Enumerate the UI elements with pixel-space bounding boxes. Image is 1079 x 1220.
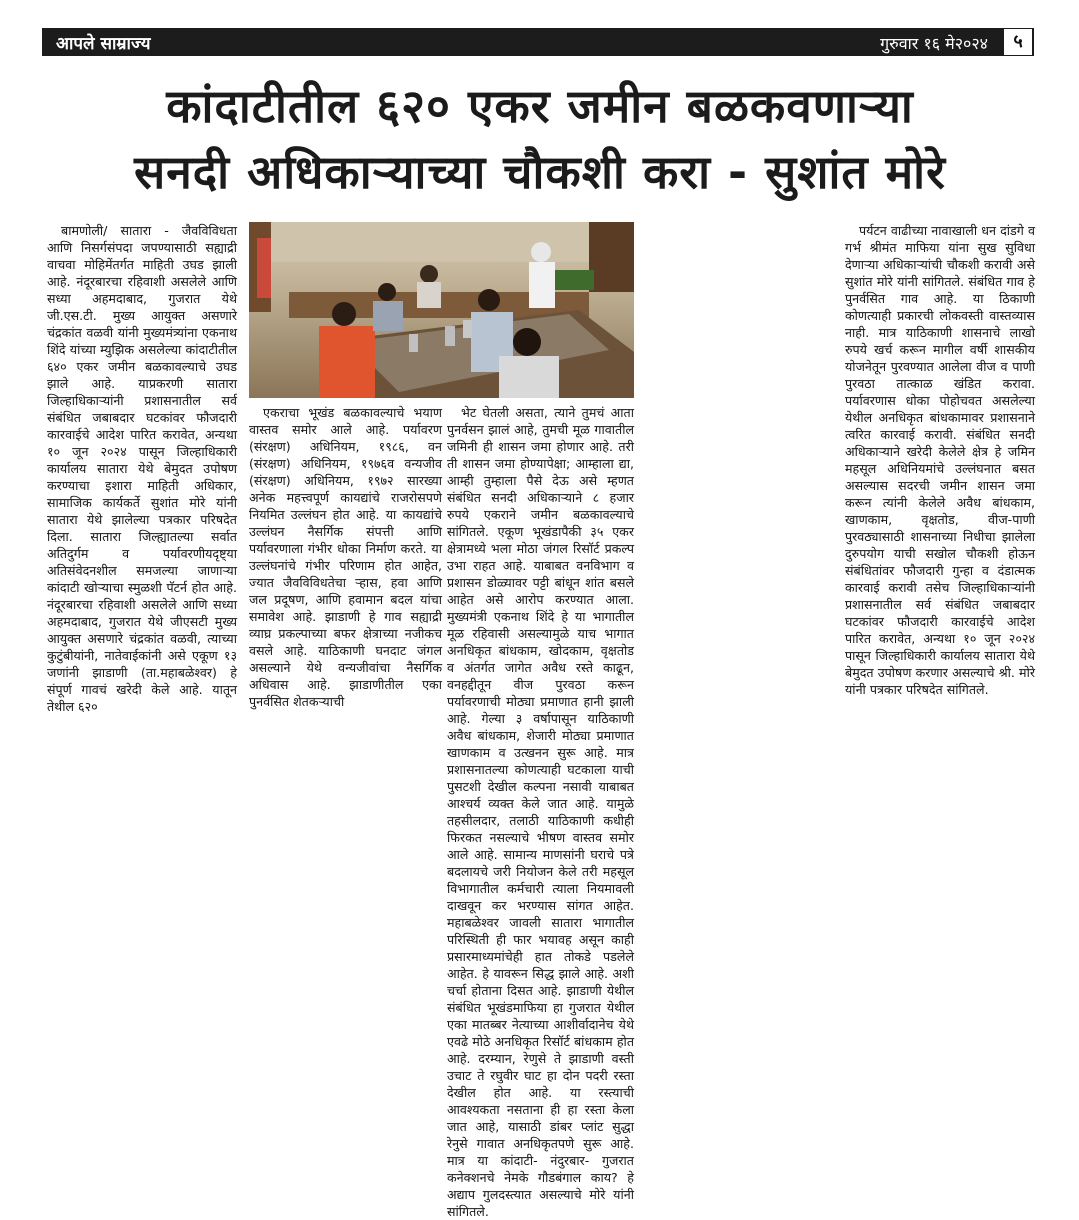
issue-date: गुरुवार १६ मे२०२४ (880, 34, 988, 53)
press-conference-photo (249, 222, 634, 398)
article-text-col3: भेट घेतली असता, त्याने तुमचं आता पुनर्वसन झालं आहे, तुमची मूळ गावातील जमिनी ही शासन जमा होणार आहे. तरी ती शासन जमा होण्यापेक्षा; आम्हाला द्या, आम्ही तुम्हाला पैसे देऊ असे म्हणत संबंधित सनदी अधिकाऱ्याने ८ हजार रुपये एकराने जमीन बळकावल्याचे सांगितले. एकूण भूखंडापैकी ३५ एकर क्षेत्रामध्ये भला मोठा जंगल रिसॉर्ट प्रकल्प उभा राहत आहे. याबाबत वनविभाग व प्रशासन डोळ्यावर पट्टी बांधून शांत बसले आहेत असे आरोप करण्यात आला. मुख्यमंत्री एकनाथ शिंदे हे या भागातील मूळ रहिवासी असल्यामुळे याच भागात अनधिकृत बांधकाम, खोदकाम, वृक्षतोड व अंतर्गत जागेत अवैध रस्ते काढून, वनहद्दीतून वीज पुरवठा करून पर्यावरणाची मोठ्या प्रमाणात हानी झाली आहे. गेल्या ३ वर्षापासून याठिकाणी अवैध बांधकाम, शेजारी मोठ्या प्रमाणात खाणकाम व उत्खनन सुरू आहे. मात्र प्रशासनातल्या कोणत्याही घटकाला याची पुसटशी देखील कल्पना नसावी याबाबत आश्चर्य व्यक्त केले जात आहे. यामुळे तहसीलदार, तलाठी याठिकाणी कधीही फिरकत नसल्याचे भीषण वास्तव समोर आले आहे. सामान्य माणसांनी घराचे पत्रे बदलायचे जरी नियोजन केले तरी महसूल विभागातील कर्मचारी त्याला नियमावली दाखवून कर भरण्यास सांगत आहेत. महाबळेश्वर जावली सातारा भागातील परिस्थिती ही फार भयावह असून काही प्रसारमाध्यमांचेही हात तोकडे पडलेले आहेत. हे यावरून सिद्ध झाले आहे. अशी चर्चा होताना दिसत आहे. झाडाणी येथील संबंधित भूखंडमाफिया हा गुजरात येथील एका मातब्बर नेत्याच्या आशीर्वादानेच येथे एवढे मोठे अनधिकृत रिसॉर्ट बांधकाम होत आहे. दरम्यान, रेणुसे ते झाडाणी वस्ती उचाट ते रघुवीर घाट हा दोन पदरी रस्ता देखील होत आहे. या रस्त्याची आवश्यकता नसताना ही हा रस्ता केला जात आहे, यासाठी डांबर प्लांट सुद्धा रेनुसे गावात अनधिकृतपणे सुरू आहे. मात्र या कांदाटी- नंदुरबार- गुजरात कनेक्शनचे नेमके गौडबंगाल काय? हे अद्याप गुलदस्त्यात असल्याचे मोरे यांनी सांगितले. (447, 405, 634, 1219)
article-column-1 (47, 222, 237, 740)
article-column-4 (845, 222, 1035, 740)
headline-line-2: सनदी अधिकाऱ्याच्या चौकशी करा - सुशांत मोरे (134, 145, 946, 199)
section-name: आपले साम्राज्य (56, 34, 151, 54)
headline-line-1: कांदाटीतील ६२० एकर जमीन बळकवणाऱ्या (166, 79, 914, 133)
article-text-col4: पर्यटन वाढीच्या नावाखाली धन दांडगे व गर्भ श्रीमंत माफिया यांना सुख सुविधा देणाऱ्या अधिकाऱ्यांची चौकशी करावी असे सुशांत मोरे यांनी सांगितले. संबंधित गाव हे पुनर्वसित गाव आहे. या ठिकाणी कोणत्याही प्रकारची लोकवस्ती वास्तव्यास नाही. मात्र याठिकाणी शासनाचे लाखो रुपये खर्च करून मागील वर्षी शासकीय योजनेतून पुरवण्यात आलेला वीज व पाणी पुरवठा तात्काळ खंडित करावा. पर्यावरणास धोका पोहोचवत असलेल्या येथील अनधिकृत बांधकामावर प्रशासनाने त्वरित कारवाई करावी. संबंधित सनदी अधिकाऱ्याने खरेदी केलेले क्षेत्र हे जमिन महसूल अधिनियमांचे उल्लंघनात बसत असल्यास सदरची जमीन शासन जमा करून त्यांनी केलेले अवैध बांधकाम, खाणकाम, वृक्षतोड, वीज-पाणी पुरवठ्यासाठी शासनाच्या निधीचा झालेला दुरुपयोग याची सखोल चौकशी होऊन संबंधितांवर फौजदारी गुन्हा व दंडात्मक कारवाई करावी तसेच जिल्हाधिकाऱ्यांनी प्रशासनातील सर्व संबंधित जबाबदार घटकांवर फौजदारी कारवाईचे आदेश पारित करावेत, अन्यथा १० जून २०२४ पासून जिल्हाधिकारी कार्यालय सातारा येथे बेमुदत उपोषण करणार असल्याचे श्री. मोरे यांनी पत्रकार परिषदेत सांगितले. (845, 223, 1035, 697)
page-header-bar (42, 28, 1034, 56)
photo-illustration (249, 222, 634, 398)
article-column-3 (447, 404, 634, 1219)
article-column-2 (249, 404, 442, 740)
page-number: ५ (1004, 29, 1032, 55)
article-column-3-continued (646, 222, 834, 740)
article-text-col1: बामणोली/ सातारा - जैवविविधता आणि निसर्गसंपदा जपण्यासाठी सह्याद्री वाचवा मोहिमेंतर्गत माहिती उघड झाली आहे. नंदूरबारचा रहिवाशी असलेले आणि सध्या अहमदाबाद, गुजरात येथे जी.एस.टी. मुख्य आयुक्त असणारे चंद्रकांत वळवी यांनी मुख्यमंत्र्यांना एकनाथ शिंदे यांच्या म्युझिक असलेल्या कांदाटीतील ६४० एकर जमीन बळकावल्याचे उघड झाले आहे. याप्रकरणी सातारा जिल्हाधिकाऱ्यांनी प्रशासनातील सर्व संबंधित जबाबदार घटकांवर फौजदारी कारवाईचे आदेश पारित करावेत, अन्यथा १० जून २०२४ पासून जिल्हाधिकारी कार्यालय सातारा येथे बेमुदत उपोषण करण्याचा इशारा माहिती अधिकार, सामाजिक कार्यकर्ते सुशांत मोरे यांनी सातारा येथे झालेल्या पत्रकार परिषदेत दिला. सातारा जिल्ह्यातल्या सर्वात अतिदुर्गम व पर्यावरणीयदृष्ट्या अतिसंवेदनशील समजल्या जाणाऱ्या कांदाटी खोऱ्याचा स्मुळशी पॅटर्न होत आहे. नंदूरबारचा रहिवाशी असलेले आणि सध्या अहमदाबाद, गुजरात येथे जीएसटी मुख्य आयुक्त असणारे चंद्रकांत वळवी, त्याच्या कुटुंबीयांनी, नातेवाईकांनी असे एकूण १३ जणांनी झाडाणी (ता.महाबळेश्वर) हे संपूर्ण गावचं खरेदी केले आहे. यातून तेथील ६२० (47, 223, 237, 714)
article-text-col2: एकराचा भूखंड बळकावल्याचे भयाण वास्तव समोर आले आहे. पर्यावरण (संरक्षण) अधिनियम, १९८६, वन (संरक्षण) अधिनियम, १९७६व वन्यजीव (संरक्षण) अधिनियम, १९७२ सारख्या अनेक महत्त्वपूर्ण कायद्यांचे राजरोसपणे नियमित उल्लंघन होत आहे. या कायद्यांचे उल्लंघन नैसर्गिक संपत्ती आणि पर्यावरणाला गंभीर धोका निर्माण करते. या उल्लंघनांचे गंभीर परिणाम होत आहेत, ज्यात जैवविविधतेचा ऱ्हास, हवा आणि जल प्रदूषण, आणि हवामान बदल यांचा समावेश आहे. झाडाणी हे गाव सह्याद्री व्याघ्र प्रकल्पाच्या बफर क्षेत्राच्या नजीकच वसले आहे. याठिकाणी घनदाट जंगल असल्याने येथे वन्यजीवांचा नैसर्गिक अधिवास आहे. झाडाणीतील एका पुनर्वसित शेतकऱ्याची (249, 405, 442, 709)
